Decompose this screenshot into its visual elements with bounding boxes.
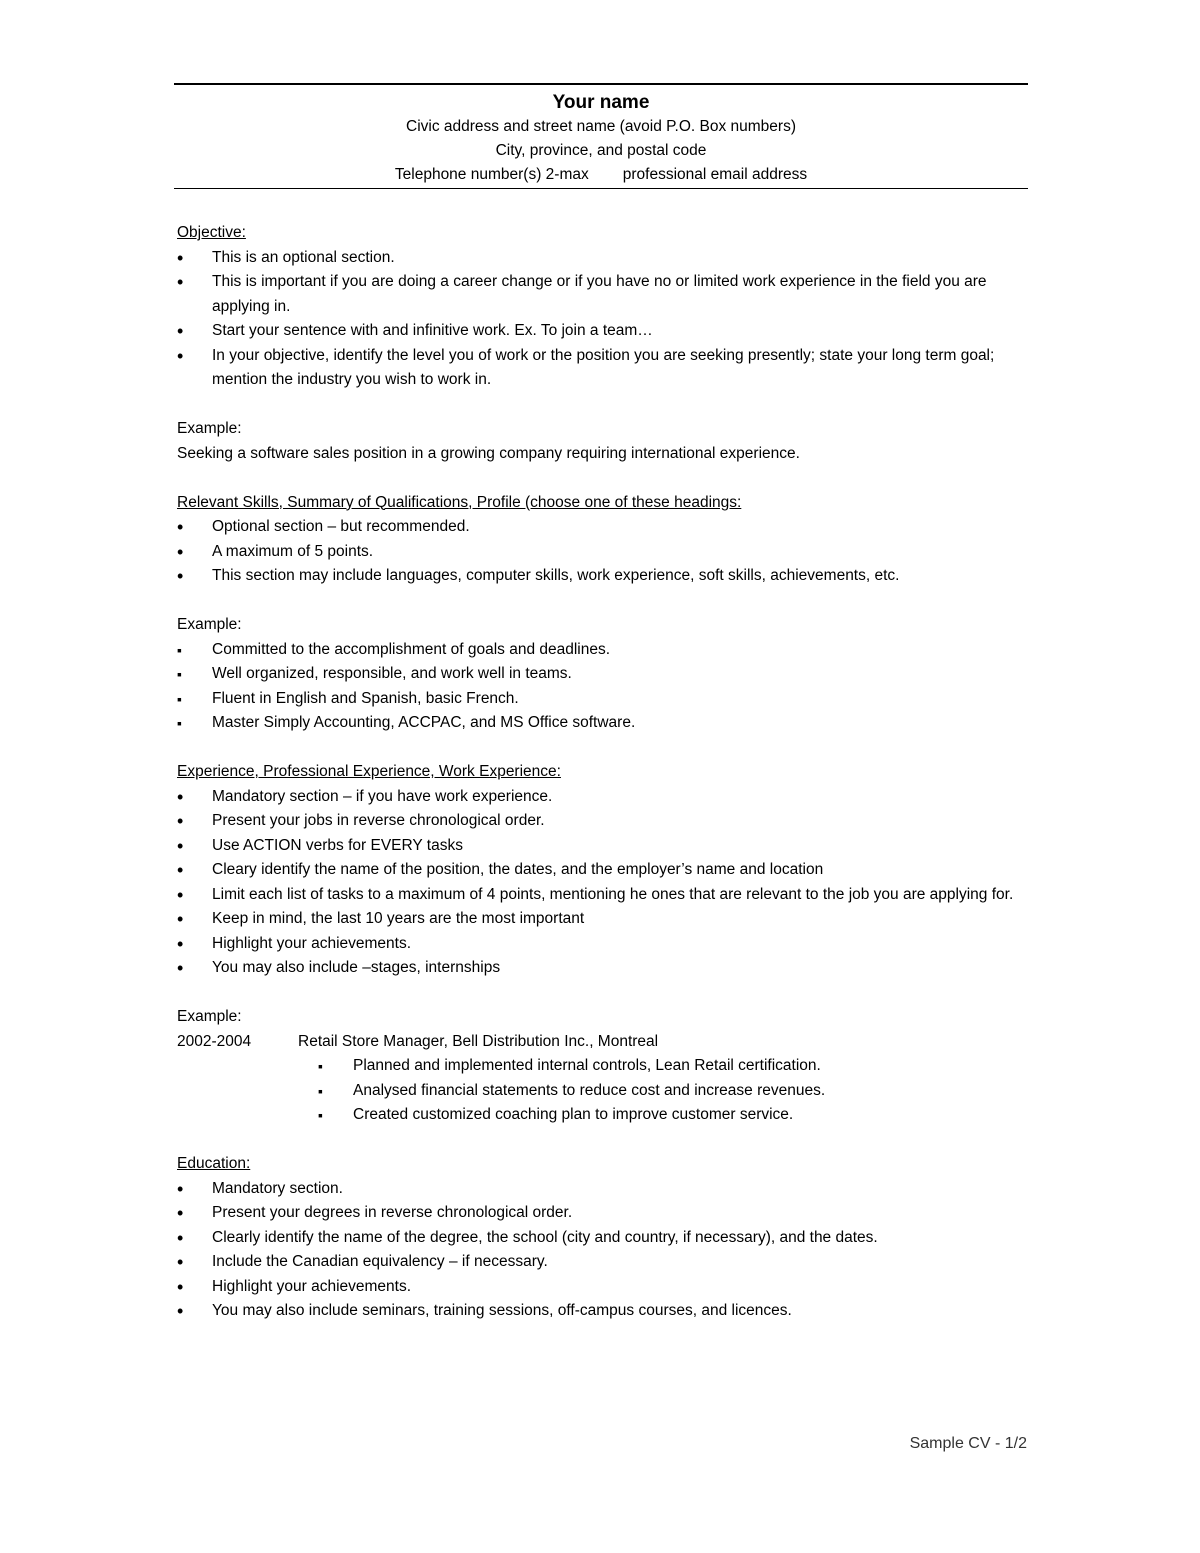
experience-heading: Experience, Professional Experience, Work Experience:: [177, 763, 561, 780]
list-item: • Include the Canadian equivalency – if necessary.: [177, 1250, 1027, 1275]
experience-list: [177, 785, 1027, 981]
experience-example-row: [177, 1030, 1027, 1055]
list-item: ▪ Well organized, responsible, and work well in teams.: [177, 662, 1027, 687]
skills-example-label: Example:: [177, 616, 242, 633]
list-item: ▪ Analysed financial statements to reduce cost and increase revenues.: [318, 1079, 1027, 1104]
name-heading: Your name: [552, 92, 650, 113]
list-item: ▪ Committed to the accomplishment of goals and deadlines.: [177, 638, 1027, 663]
list-item: ▪ Fluent in English and Spanish, basic French.: [177, 687, 1027, 712]
header-bottom-rule: [174, 188, 1028, 189]
list-item: ▪ Master Simply Accounting, ACCPAC, and MS Office software.: [177, 711, 1027, 736]
list-item: • Limit each list of tasks to a maximum of 4 points, mentioning he ones that are relevant to the job you are applying for.: [177, 883, 1027, 908]
objective-list: [177, 246, 1027, 393]
skills-list: [177, 515, 1027, 589]
list-item: • You may also include –stages, internships: [177, 956, 1027, 981]
education-heading: Education:: [177, 1155, 251, 1172]
list-item: • Optional section – but recommended.: [177, 515, 1027, 540]
page-footer: Sample CV - 1/2: [909, 1435, 1027, 1452]
header-top-rule: [174, 83, 1028, 85]
list-item: • You may also include seminars, training sessions, off-campus courses, and licences.: [177, 1299, 1027, 1324]
list-item: • This section may include languages, computer skills, work experience, soft skills, achievements, etc.: [177, 564, 1027, 589]
list-item: ▪ Created customized coaching plan to improve customer service.: [318, 1103, 1027, 1128]
list-item: • This is important if you are doing a career change or if you have no or limited work experience in the field you are applying in.: [177, 270, 1027, 319]
experience-example-list: [318, 1054, 1027, 1128]
list-item: • In your objective, identify the level you of work or the position you are seeking presently; state your long term goal; mention the industry you wish to work in.: [177, 344, 1027, 393]
education-list: [177, 1177, 1027, 1324]
skills-heading: Relevant Skills, Summary of Qualifications, Profile (choose one of these headings:: [177, 493, 742, 511]
skills-example-list: [177, 638, 1027, 736]
email-text: professional email address: [622, 166, 808, 183]
list-item: • Present your jobs in reverse chronological order.: [177, 809, 1027, 834]
experience-example-label: Example:: [177, 1008, 242, 1025]
objective-heading: Objective:: [177, 224, 246, 241]
phone-text: Telephone number(s) 2-max: [394, 166, 589, 183]
list-item: • Start your sentence with and infinitive work. Ex. To join a team…: [177, 319, 1027, 344]
list-item: • Mandatory section – if you have work experience.: [177, 785, 1027, 810]
address-line: Civic address and street name (avoid P.O. Box numbers): [406, 118, 796, 135]
example-job-title: Retail Store Manager, Bell Distribution Inc., Montreal: [298, 1032, 659, 1050]
objective-example-text: Seeking a software sales position in a growing company requiring international experience.: [177, 444, 800, 462]
list-item: • This is an optional section.: [177, 246, 1027, 271]
list-item: • Highlight your achievements.: [177, 1275, 1027, 1300]
list-item: • Present your degrees in reverse chronological order.: [177, 1201, 1027, 1226]
list-item: • Highlight your achievements.: [177, 932, 1027, 957]
city-line: City, province, and postal code: [495, 142, 707, 159]
list-item: • Keep in mind, the last 10 years are the most important: [177, 907, 1027, 932]
list-item: • Clearly identify the name of the degree, the school (city and country, if necessary), and the dates.: [177, 1226, 1027, 1251]
list-item: ▪ Planned and implemented internal controls, Lean Retail certification.: [318, 1054, 1027, 1079]
list-item: • Use ACTION verbs for EVERY tasks: [177, 834, 1027, 859]
objective-example-label: Example:: [177, 420, 242, 437]
cv-body: [177, 221, 1027, 1324]
list-item: • Mandatory section.: [177, 1177, 1027, 1202]
list-item: • A maximum of 5 points.: [177, 540, 1027, 565]
contact-header: [174, 91, 1028, 187]
example-years: 2002-2004: [177, 1032, 252, 1050]
list-item: • Cleary identify the name of the position, the dates, and the employer’s name and location: [177, 858, 1027, 883]
contact-line: [174, 163, 1028, 187]
